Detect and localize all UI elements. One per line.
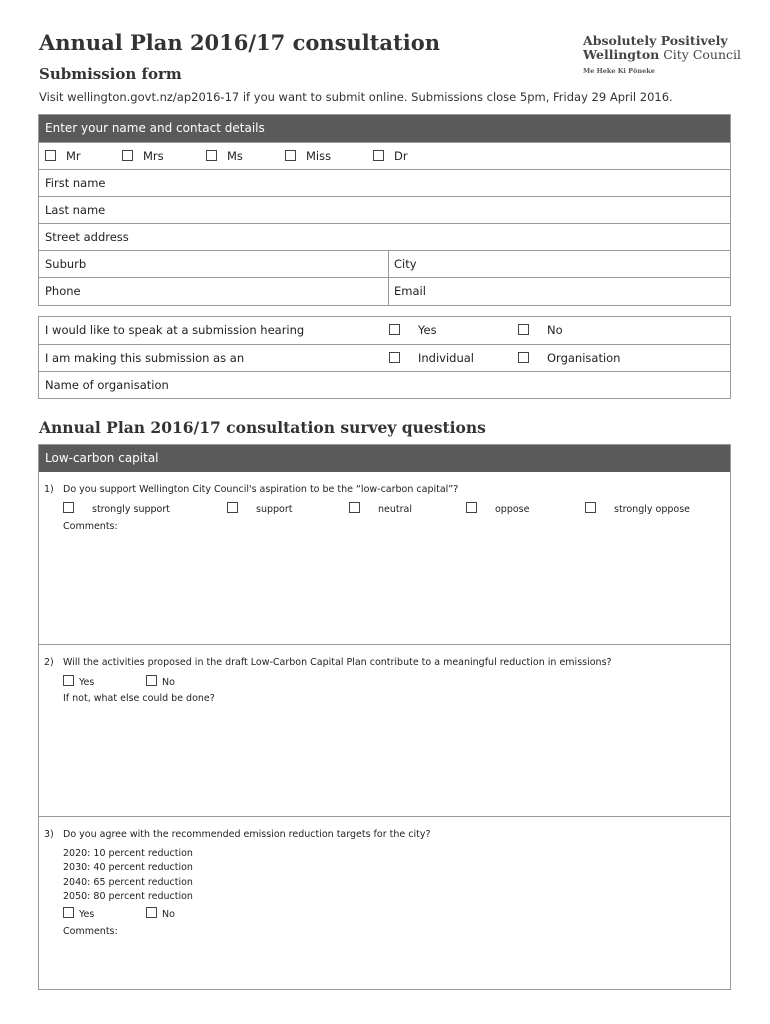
street-address-field[interactable] xyxy=(39,223,730,250)
hearing-no-label: No xyxy=(547,323,563,337)
question-2-text: Will the activities proposed in the draft Low-Carbon Capital Plan contribute to a meaningful reduction in emissions? xyxy=(63,657,612,668)
organisation-name-label: Name of organisation xyxy=(45,378,169,392)
phone-email-row xyxy=(39,277,730,305)
question-1-text: Do you support Wellington City Council's aspiration to be the “low-carbon capital”? xyxy=(63,484,459,495)
suburb-city-row xyxy=(39,250,730,277)
q1-option-strongly-support[interactable] xyxy=(63,502,170,515)
question-2-number: 2) xyxy=(44,657,54,668)
submitter-type-row xyxy=(39,344,730,371)
q2-option-yes[interactable] xyxy=(63,675,94,688)
form-subtitle: Submission form xyxy=(39,65,182,83)
submission-type-section xyxy=(38,316,731,399)
q3-target-2050: 2050: 80 percent reduction xyxy=(63,891,193,902)
q1-option-neutral[interactable] xyxy=(349,502,412,515)
email-field[interactable] xyxy=(388,278,426,305)
q1-option-strongly-oppose[interactable] xyxy=(585,502,690,515)
checkbox-icon[interactable] xyxy=(466,502,477,513)
street-address-label: Street address xyxy=(45,230,129,244)
question-3-number: 3) xyxy=(44,829,54,840)
page-title: Annual Plan 2016/17 consultation xyxy=(39,30,440,55)
title-label-dr: Dr xyxy=(394,149,408,163)
q1-label-support: support xyxy=(256,504,293,515)
checkbox-icon[interactable] xyxy=(285,150,296,161)
survey-section xyxy=(38,444,731,990)
phone-field[interactable]: Phone xyxy=(45,284,81,298)
checkbox-icon[interactable] xyxy=(227,502,238,513)
organisation-option[interactable] xyxy=(518,345,620,371)
individual-option[interactable] xyxy=(389,345,474,371)
checkbox-icon[interactable] xyxy=(389,324,400,335)
q3-label-yes: Yes xyxy=(79,909,95,920)
q1-label-strongly-oppose: strongly oppose xyxy=(614,504,690,515)
checkbox-icon[interactable] xyxy=(206,150,217,161)
q1-label-oppose: oppose xyxy=(495,504,530,515)
question-2 xyxy=(39,644,730,816)
intro-text: Visit wellington.govt.nz/ap2016-17 if you want to submit online. Submissions close 5pm, Friday 29 April 2016. xyxy=(39,90,673,104)
q3-option-yes[interactable] xyxy=(63,907,94,920)
title-label-miss: Miss xyxy=(306,149,332,163)
email-label: Email xyxy=(394,284,426,298)
checkbox-icon[interactable] xyxy=(122,150,133,161)
q1-label-strongly-support: strongly support xyxy=(92,504,170,515)
title-option-mr[interactable] xyxy=(45,143,81,169)
title-option-ms[interactable] xyxy=(206,143,243,169)
q3-target-2030: 2030: 40 percent reduction xyxy=(63,862,193,873)
logo-line-1: Absolutely Positively xyxy=(583,33,728,48)
organisation-label: Organisation xyxy=(547,351,621,365)
last-name-label: Last name xyxy=(45,203,106,217)
speak-hearing-row xyxy=(39,317,730,344)
checkbox-icon[interactable] xyxy=(518,352,529,363)
city-label: City xyxy=(394,257,417,271)
organisation-name-field[interactable] xyxy=(39,371,730,398)
title-label-mr: Mr xyxy=(66,149,81,163)
q2-label-no: No xyxy=(162,677,175,688)
logo-tagline: Me Heke Ki Pōneke xyxy=(583,67,655,75)
survey-section-heading: Low-carbon capital xyxy=(39,445,730,472)
q1-comments-label: Comments: xyxy=(63,521,118,532)
title-option-dr[interactable] xyxy=(373,143,408,169)
survey-title: Annual Plan 2016/17 consultation survey questions xyxy=(39,418,486,437)
city-field[interactable] xyxy=(388,251,417,277)
title-label-mrs: Mrs xyxy=(143,149,164,163)
q3-label-no: No xyxy=(162,909,175,920)
checkbox-icon[interactable] xyxy=(146,675,157,686)
checkbox-icon[interactable] xyxy=(585,502,596,513)
logo-wellington: Wellington xyxy=(583,47,660,62)
q3-target-2040: 2040: 65 percent reduction xyxy=(63,877,193,888)
q2-label-yes: Yes xyxy=(79,677,95,688)
q3-target-2020: 2020: 10 percent reduction xyxy=(63,848,193,859)
contact-heading: Enter your name and contact details xyxy=(39,115,730,142)
checkbox-icon[interactable] xyxy=(518,324,529,335)
q1-label-neutral: neutral xyxy=(378,504,412,515)
checkbox-icon[interactable] xyxy=(146,907,157,918)
q1-option-support[interactable] xyxy=(227,502,292,515)
last-name-field[interactable] xyxy=(39,196,730,223)
q2-followup-label: If not, what else could be done? xyxy=(63,693,215,704)
suburb-field[interactable]: Suburb xyxy=(45,257,87,271)
contact-details-section xyxy=(38,114,731,306)
checkbox-icon[interactable] xyxy=(389,352,400,363)
title-option-miss[interactable] xyxy=(285,143,331,169)
question-3-text: Do you agree with the recommended emission reduction targets for the city? xyxy=(63,829,431,840)
q3-option-no[interactable] xyxy=(146,907,175,920)
first-name-field[interactable] xyxy=(39,169,730,196)
checkbox-icon[interactable] xyxy=(63,502,74,513)
checkbox-icon[interactable] xyxy=(63,907,74,918)
individual-label: Individual xyxy=(418,351,475,365)
hearing-no-option[interactable] xyxy=(518,317,563,343)
q2-option-no[interactable] xyxy=(146,675,175,688)
submitter-type-label: I am making this submission as an xyxy=(45,351,245,365)
council-logo xyxy=(583,33,742,75)
first-name-label: First name xyxy=(45,176,106,190)
question-3 xyxy=(39,816,730,988)
hearing-yes-label: Yes xyxy=(418,323,437,337)
checkbox-icon[interactable] xyxy=(45,150,56,161)
q1-option-oppose[interactable] xyxy=(466,502,529,515)
title-label-ms: Ms xyxy=(227,149,243,163)
checkbox-icon[interactable] xyxy=(349,502,360,513)
question-1 xyxy=(39,472,730,644)
checkbox-icon[interactable] xyxy=(373,150,384,161)
question-1-number: 1) xyxy=(44,484,54,495)
checkbox-icon[interactable] xyxy=(63,675,74,686)
speak-hearing-label: I would like to speak at a submission hearing xyxy=(45,323,305,337)
q3-comments-label: Comments: xyxy=(63,926,118,937)
hearing-yes-option[interactable] xyxy=(389,317,437,343)
title-option-mrs[interactable] xyxy=(122,143,164,169)
title-row xyxy=(39,142,730,169)
logo-line-2 xyxy=(583,47,742,62)
logo-city-council: City Council xyxy=(659,47,742,62)
